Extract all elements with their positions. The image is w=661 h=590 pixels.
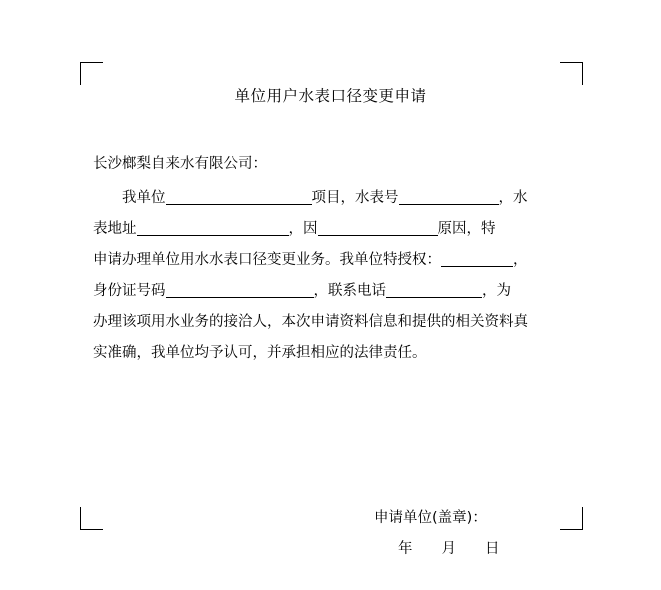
authorized-person-blank[interactable] bbox=[441, 251, 513, 267]
body-line-2-part-c: 原因，特 bbox=[437, 221, 496, 237]
project-name-blank[interactable] bbox=[166, 189, 312, 205]
body-line-1-part-a: 我单位 bbox=[122, 190, 166, 206]
reason-blank[interactable] bbox=[318, 220, 438, 236]
body-line-2 bbox=[93, 214, 571, 245]
body-line-4-part-c: ，为 bbox=[482, 283, 511, 299]
body-line-4 bbox=[93, 276, 571, 307]
body-line-2-part-b: ，因 bbox=[288, 221, 318, 237]
meter-address-blank[interactable] bbox=[137, 220, 289, 236]
date-year-label: 年 bbox=[398, 541, 414, 557]
body-line-3-part-a: 申请办理单位用水水表口径变更业务。我单位特授权： bbox=[93, 252, 441, 268]
date-day-label: 日 bbox=[485, 541, 501, 557]
id-number-blank[interactable] bbox=[166, 282, 314, 298]
salutation-line: 长沙榔梨自来水有限公司： bbox=[93, 156, 267, 172]
phone-number-blank[interactable] bbox=[386, 282, 482, 298]
body-line-2-part-a: 表地址 bbox=[93, 221, 137, 237]
applicant-organization-label: 申请单位(盖章)： bbox=[374, 510, 487, 526]
crop-mark-bottom-right bbox=[560, 507, 583, 530]
body-line-1-part-b: 项目，水表号 bbox=[311, 190, 399, 206]
date-month-label: 月 bbox=[441, 541, 457, 557]
body-line-6: 实准确，我单位均予认可，并承担相应的法律责任。 bbox=[93, 345, 427, 361]
body-line-3 bbox=[93, 245, 571, 276]
body-line-5: 办理该项用水业务的接洽人，本次申请资料信息和提供的相关资料真 bbox=[93, 314, 528, 330]
body-line-1 bbox=[93, 183, 571, 214]
body-text-block bbox=[93, 183, 571, 369]
body-line-1-part-c: ，水 bbox=[498, 190, 528, 206]
body-line-4-part-a: 身份证号码 bbox=[93, 283, 166, 299]
body-line-3-part-b: ， bbox=[513, 252, 528, 268]
body-line-4-part-b: ，联系电话 bbox=[313, 283, 386, 299]
crop-mark-top-left bbox=[80, 62, 103, 85]
document-title: 单位用户水表口径变更申请 bbox=[234, 87, 427, 105]
crop-mark-top-right bbox=[560, 62, 583, 85]
crop-mark-bottom-left bbox=[80, 507, 103, 530]
signature-date-line bbox=[398, 537, 501, 558]
meter-number-blank[interactable] bbox=[399, 189, 499, 205]
